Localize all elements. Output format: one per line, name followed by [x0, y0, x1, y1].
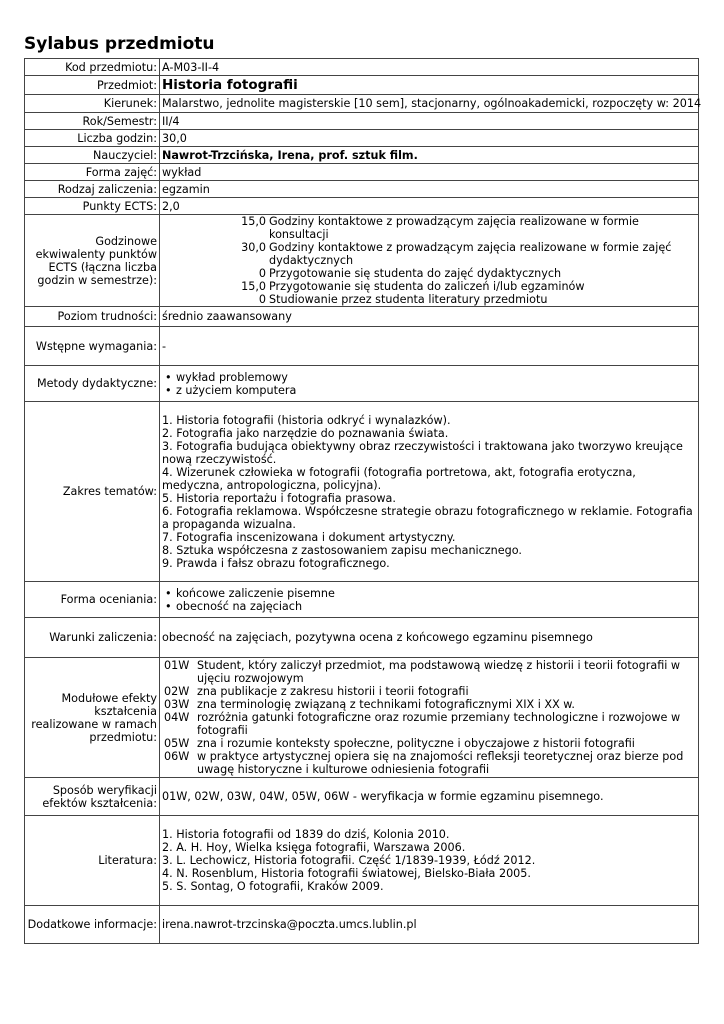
label-efekty: Modułowe efekty kształcenia realizowane w ramach przedmiotu:: [25, 658, 160, 778]
list-item: • wykład problemowy: [165, 371, 696, 384]
label-forma: Forma zajęć:: [25, 164, 160, 181]
value-rok: II/4: [160, 113, 699, 130]
row-poziom: [25, 307, 699, 327]
label-dodatkowe: Dodatkowe informacje:: [25, 906, 160, 944]
label-metody: Metody dydaktyczne:: [25, 366, 160, 402]
row-ects: [25, 198, 699, 215]
ects-item: 0 Studiowanie przez studenta literatury przedmiotu: [258, 293, 548, 306]
value-dodatkowe: irena.nawrot-trzcinska@poczta.umcs.lublin.pl: [160, 906, 699, 944]
value-rodzaj: egzamin: [160, 181, 699, 198]
list-item: 3. Fotografia budująca obiektywny obraz rzeczywistości i traktowana jako tworzywo kreujące nową rzeczywistość.: [162, 439, 683, 466]
label-zakres: Zakres tematów:: [25, 402, 160, 582]
value-literatura: [160, 816, 699, 906]
row-efekty: [25, 658, 699, 778]
row-zakres: [25, 402, 699, 582]
list-item: 1. Historia fotografii (historia odkryć i wynalazków).: [162, 413, 451, 427]
value-weryfikacja: 01W, 02W, 03W, 04W, 05W, 06W - weryfikacja w formie egzaminu pisemnego.: [160, 778, 699, 816]
list-item: 2. Fotografia jako narzędzie do poznawania świata.: [162, 426, 449, 440]
label-ects: Punkty ECTS:: [25, 198, 160, 215]
row-przedmiot: [25, 76, 699, 95]
label-rok: Rok/Semestr:: [25, 113, 160, 130]
value-wymagania: -: [160, 327, 699, 366]
value-poziom: średnio zaawansowany: [160, 307, 699, 327]
label-warunki: Warunki zaliczenia:: [25, 618, 160, 658]
ects-item: 0 Przygotowanie się studenta do zajęć dydaktycznych: [258, 267, 562, 280]
syllabus-table: [24, 58, 702, 944]
row-godziny: [25, 130, 699, 147]
value-ects: 2,0: [160, 198, 699, 215]
row-dodatkowe: [25, 906, 699, 944]
list-item: 7. Fotografia inscenizowana i dokument artystyczny.: [162, 530, 456, 544]
row-ocenianie: [25, 582, 699, 618]
label-weryfikacja: Sposób weryfikacji efektów kształcenia:: [25, 778, 160, 816]
effect-item: 03W zna terminologię związaną z technikami fotograficznymi XIX i XX w.: [164, 698, 575, 711]
label-literatura: Literatura:: [25, 816, 160, 906]
value-forma: wykład: [160, 164, 699, 181]
value-warunki: obecność na zajęciach, pozytywna ocena z końcowego egzaminu pisemnego: [160, 618, 699, 658]
label-poziom: Poziom trudności:: [25, 307, 160, 327]
list-item: • obecność na zajęciach: [165, 600, 696, 613]
row-rodzaj: [25, 181, 699, 198]
list-item: 1. Historia fotografii od 1839 do dziś, Kolonia 2010.: [162, 828, 450, 841]
ects-item: 15,0 Przygotowanie się studenta do zaliczeń i/lub egzaminów: [241, 280, 585, 293]
row-wymagania: [25, 327, 699, 366]
value-zakres: [160, 402, 699, 582]
value-kierunek: Malarstwo, jednolite magisterskie [10 sem], stacjonarny, ogólnoakademicki, rozpoczęty w: 2014: [160, 95, 699, 113]
ects-item: 30,0 Godziny kontaktowe z prowadzącym zajęcia realizowane w formie zajęć dydaktycznych: [241, 241, 672, 267]
list-item: 6. Fotografia reklamowa. Współczesne strategie obrazu fotograficznego w reklamie. Fotografia a propaganda wizualna.: [162, 504, 693, 531]
label-kierunek: Kierunek:: [25, 95, 160, 113]
row-ekwiwalenty: [25, 215, 699, 307]
value-przedmiot: Historia fotografii: [160, 76, 699, 95]
effect-item: 05W zna i rozumie konteksty społeczne, polityczne i obyczajowe z historii fotografii: [164, 737, 635, 750]
row-nauczyciel: [25, 147, 699, 164]
label-ekwiwalenty: Godzinowe ekwiwalenty punktów ECTS (łączna liczba godzin w semestrze):: [25, 215, 160, 307]
label-kod: Kod przedmiotu:: [25, 59, 160, 76]
effect-item: 06W w praktyce artystycznej opiera się na znajomości refleksji teoretycznej oraz bierze pod uwagę historyczne i kulturowe odniesienia fotografii: [164, 750, 684, 776]
label-wymagania: Wstępne wymagania:: [25, 327, 160, 366]
list-item: • z użyciem komputera: [165, 384, 696, 397]
list-item: 8. Sztuka współczesna z zastosowaniem zapisu mechanicznego.: [162, 543, 522, 557]
label-przedmiot: Przedmiot:: [25, 76, 160, 95]
row-metody: [25, 366, 699, 402]
value-nauczyciel: Nawrot-Trzcińska, Irena, prof. sztuk film.: [160, 147, 699, 164]
value-kod: A-M03-II-4: [160, 59, 699, 76]
value-ekwiwalenty: [160, 215, 699, 307]
label-nauczyciel: Nauczyciel:: [25, 147, 160, 164]
value-ocenianie: [160, 582, 699, 618]
row-literatura: [25, 816, 699, 906]
value-metody: [160, 366, 699, 402]
row-weryfikacja: [25, 778, 699, 816]
effect-item: 04W rozróżnia gatunki fotograficzne oraz rozumie przemiany technologiczne i rozwojowe w fotografii: [164, 711, 681, 737]
page-title: Sylabus przedmiotu: [24, 34, 215, 54]
list-item: 3. L. Lechowicz, Historia fotografii. Część 1/1839-1939, Łódź 2012.: [162, 854, 536, 867]
row-warunki: [25, 618, 699, 658]
ects-item: 15,0 Godziny kontaktowe z prowadzącym zajęcia realizowane w formie konsultacji: [241, 215, 639, 241]
value-efekty: [160, 658, 699, 778]
list-item: • końcowe zaliczenie pisemne: [165, 587, 696, 600]
list-item: 4. N. Rosenblum, Historia fotografii światowej, Bielsko-Biała 2005.: [162, 867, 531, 880]
label-godziny: Liczba godzin:: [25, 130, 160, 147]
effect-item: 01W Student, który zaliczył przedmiot, ma podstawową wiedzę z historii i teorii fotografii w ujęciu rozwojowym: [164, 659, 681, 685]
list-item: 2. A. H. Hoy, Wielka księga fotografii, Warszawa 2006.: [162, 841, 466, 854]
list-item: 5. Historia reportażu i fotografia prasowa.: [162, 491, 396, 505]
value-godziny: 30,0: [160, 130, 699, 147]
label-ocenianie: Forma oceniania:: [25, 582, 160, 618]
row-forma: [25, 164, 699, 181]
list-item: 9. Prawda i fałsz obrazu fotograficznego.: [162, 556, 390, 570]
label-rodzaj: Rodzaj zaliczenia:: [25, 181, 160, 198]
row-kod: [25, 59, 699, 76]
effect-item: 02W zna publikacje z zakresu historii i teorii fotografii: [164, 685, 469, 698]
list-item: 4. Wizerunek człowieka w fotografii (fotografia portretowa, akt, fotografia erotyczna, medyczna, antropologiczna, policyjna).: [162, 465, 636, 492]
row-rok: [25, 113, 699, 130]
list-item: 5. S. Sontag, O fotografii, Kraków 2009.: [162, 880, 384, 893]
row-kierunek: [25, 95, 699, 113]
